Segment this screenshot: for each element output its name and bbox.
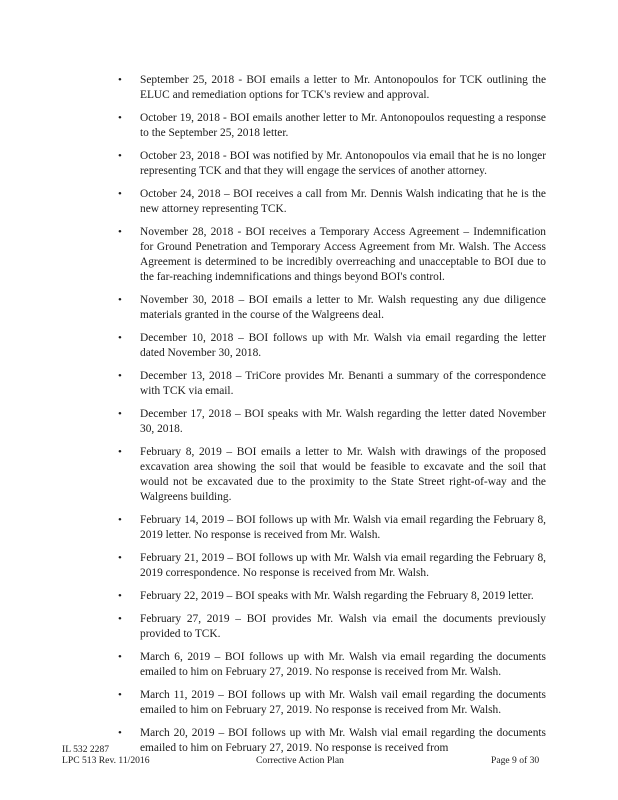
bullet-icon: • [118,74,122,86]
bullet-icon: • [118,294,122,306]
bullet-icon: • [118,370,122,382]
list-item [118,551,546,581]
entry-text: November 28, 2018 - BOI receives a Temporary Access Agreement – Indemnification for Ground Penetration and Temporary Access Agreement from Mr. Walsh. The Access Agreement is determined to be incredibly overreaching and unacceptable to BOI due to the far-reaching indemnifications and things beyond BOI's control. [140,226,546,283]
list-item [118,369,546,399]
chronology-list [118,73,546,764]
entry-text: March 11, 2019 – BOI follows up with Mr. Walsh vail email regarding the documents emailed to him on February 27, 2019. No response is received from Mr. Walsh. [140,689,546,716]
bullet-icon: • [118,590,122,602]
bullet-icon: • [118,689,122,701]
bullet-icon: • [118,112,122,124]
entry-text: February 21, 2019 – BOI follows up with Mr. Walsh via email regarding the February 8, 2019 correspondence. No response is received from Mr. Walsh. [140,552,546,579]
entry-text: October 24, 2018 – BOI receives a call from Mr. Dennis Walsh indicating that he is the new attorney representing TCK. [140,188,546,215]
footer-form-revision: LPC 513 Rev. 11/2016 [62,755,150,766]
entry-text: March 6, 2019 – BOI follows up with Mr. Walsh via email regarding the documents emailed to him on February 27, 2019. No response is received from Mr. Walsh. [140,651,546,678]
entry-text: September 25, 2018 - BOI emails a letter to Mr. Antonopoulos for TCK outlining the ELUC and remediation options for TCK's review and approval. [140,74,546,101]
entry-text: December 17, 2018 – BOI speaks with Mr. Walsh regarding the letter dated November 30, 2018. [140,408,546,435]
list-item [118,187,546,217]
bullet-icon: • [118,514,122,526]
entry-text: December 13, 2018 – TriCore provides Mr. Benanti a summary of the correspondence with TCK via email. [140,370,546,397]
list-item [118,688,546,718]
entry-text: October 19, 2018 - BOI emails another letter to Mr. Antonopoulos requesting a response to the September 25, 2018 letter. [140,112,546,139]
entry-text: February 8, 2019 – BOI emails a letter to Mr. Walsh with drawings of the proposed excavation area showing the soil that would be feasible to excavate and the soil that would not be excavated due to the proximity to the State Street right-of-way and the Walgreens building. [140,446,546,503]
bullet-icon: • [118,188,122,200]
entry-text: February 27, 2019 – BOI provides Mr. Walsh via email the documents previously provided to TCK. [140,613,546,640]
bullet-icon: • [118,552,122,564]
footer-document-title: Corrective Action Plan [256,755,344,766]
list-item [118,589,546,604]
entry-text: March 20, 2019 – BOI follows up with Mr. Walsh vial email regarding the documents emailed to him on February 27, 2019. No response is received from [140,727,546,754]
bullet-icon: • [118,651,122,663]
entry-text: October 23, 2018 - BOI was notified by Mr. Antonopoulos via email that he is no longer representing TCK and that they will engage the services of another attorney. [140,150,546,177]
footer-form-id: IL 532 2287 [62,744,110,755]
list-item [118,726,546,756]
list-item [118,445,546,505]
bullet-icon: • [118,446,122,458]
list-item [118,650,546,680]
bullet-icon: • [118,613,122,625]
list-item [118,513,546,543]
list-item [118,331,546,361]
list-item [118,149,546,179]
bullet-icon: • [118,408,122,420]
entry-text: February 14, 2019 – BOI follows up with Mr. Walsh via email regarding the February 8, 2019 letter. No response is received from Mr. Walsh. [140,514,546,541]
footer-page-number: Page 9 of 30 [491,755,540,766]
entry-text: February 22, 2019 – BOI speaks with Mr. Walsh regarding the February 8, 2019 letter. [140,590,534,602]
list-item [118,111,546,141]
list-item [118,293,546,323]
list-item [118,73,546,103]
bullet-icon: • [118,727,122,739]
entry-text: November 30, 2018 – BOI emails a letter to Mr. Walsh requesting any due diligence materials granted in the course of the Walgreens deal. [140,294,546,321]
list-item [118,225,546,285]
list-item [118,407,546,437]
bullet-icon: • [118,226,122,238]
entry-text: December 10, 2018 – BOI follows up with Mr. Walsh via email regarding the letter dated November 30, 2018. [140,332,546,359]
bullet-icon: • [118,332,122,344]
list-item [118,612,546,642]
bullet-icon: • [118,150,122,162]
